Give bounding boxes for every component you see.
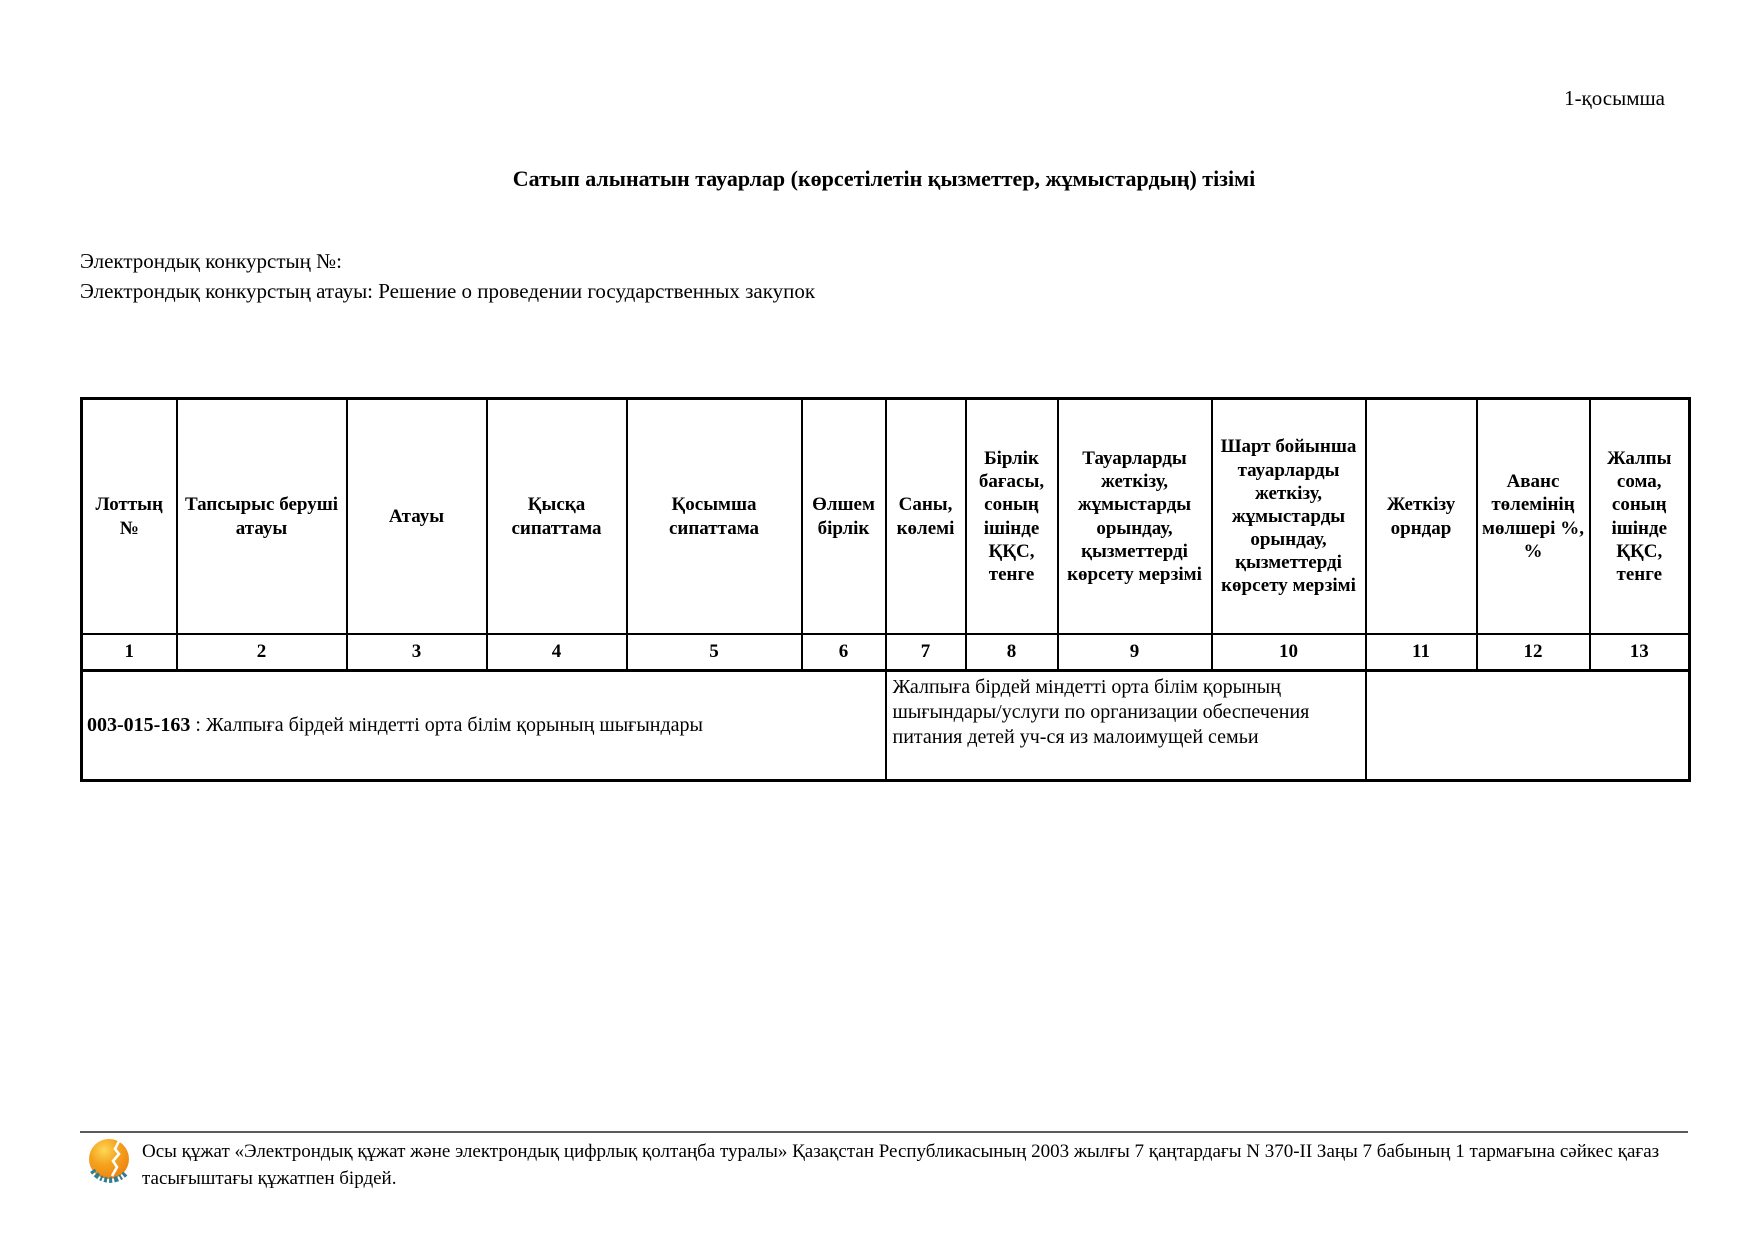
contest-meta (80, 246, 1688, 306)
lot-title-cell (82, 671, 886, 781)
footer-divider (80, 1131, 1688, 1133)
col-number-12: 12 (1477, 634, 1590, 671)
footer-note: Осы құжат «Электрондық құжат және электрондық цифрлық қолтаңба туралы» Қазақстан Республикасының 2003 жылғы 7 қаңтардағы N 370-II Заңы 7 бабының 1 тармағына сәйкес қағаз тасығыштағы құжатпен бірдей. (142, 1141, 1660, 1189)
lots-table (80, 397, 1691, 782)
col-number-2: 2 (177, 634, 347, 671)
col-header-unit-price: Бірлік бағасы, соның ішінде ҚҚС, тенге (966, 399, 1058, 635)
lot-code: 003-015-163 (87, 714, 191, 736)
lot-description-cell (886, 671, 1366, 781)
lot-amount-cell (1366, 671, 1690, 781)
col-number-6: 6 (802, 634, 886, 671)
col-header-unit: Өлшем бірлік (802, 399, 886, 635)
col-header-advance-payment: Аванс төлемінің мөлшері %, % (1477, 399, 1590, 635)
table-row (82, 671, 1690, 781)
table-header-row (82, 399, 1690, 635)
esign-stamp-icon (86, 1136, 134, 1194)
appendix-label: 1-қосымша (1564, 86, 1665, 110)
col-header-delivery-term: Тауарларды жеткізу, жұмыстарды орындау, қызметтерді көрсету мерзімі (1058, 399, 1212, 635)
col-number-4: 4 (487, 634, 627, 671)
lot-description: Жалпыға бірдей міндетті орта білім қорының шығындары/услуги по организации обеспечения питания детей уч-ся из малоимущей семьи (892, 676, 1310, 748)
lots-table-wrap (80, 397, 1691, 782)
col-number-11: 11 (1366, 634, 1477, 671)
lot-separator: : (195, 714, 201, 736)
col-header-customer-name: Тапсырыс беруші атауы (177, 399, 347, 635)
col-header-name: Атауы (347, 399, 487, 635)
col-header-total-sum: Жалпы сома, соның ішінде ҚҚС, тенге (1590, 399, 1690, 635)
contest-name-line: Электрондық конкурстың атауы: Решение о проведении государственных закупок (80, 279, 816, 303)
col-header-quantity: Саны, көлемі (886, 399, 966, 635)
col-header-lot-number: Лоттың № (82, 399, 177, 635)
col-header-delivery-place: Жеткізу орндар (1366, 399, 1477, 635)
contest-number-line: Электрондық конкурстың №: (80, 249, 342, 273)
lot-name: Жалпыға бірдей міндетті орта білім қорының шығындары (205, 714, 703, 736)
col-number-3: 3 (347, 634, 487, 671)
page-title: Сатып алынатын тауарлар (көрсетілетін қызметтер, жұмыстардың) тізімі (512, 166, 1256, 191)
col-number-9: 9 (1058, 634, 1212, 671)
table-number-row (82, 634, 1690, 671)
col-number-10: 10 (1212, 634, 1366, 671)
col-number-8: 8 (966, 634, 1058, 671)
col-header-additional-description: Қосымша сипаттама (627, 399, 802, 635)
col-number-1: 1 (82, 634, 177, 671)
col-header-contract-delivery-term: Шарт бойынша тауарларды жеткізу, жұмыстарды орындау, қызметтерді көрсету мерзімі (1212, 399, 1366, 635)
col-number-5: 5 (627, 634, 802, 671)
footer (86, 1136, 1686, 1194)
col-header-short-description: Қысқа сипаттама (487, 399, 627, 635)
col-number-13: 13 (1590, 634, 1690, 671)
col-number-7: 7 (886, 634, 966, 671)
